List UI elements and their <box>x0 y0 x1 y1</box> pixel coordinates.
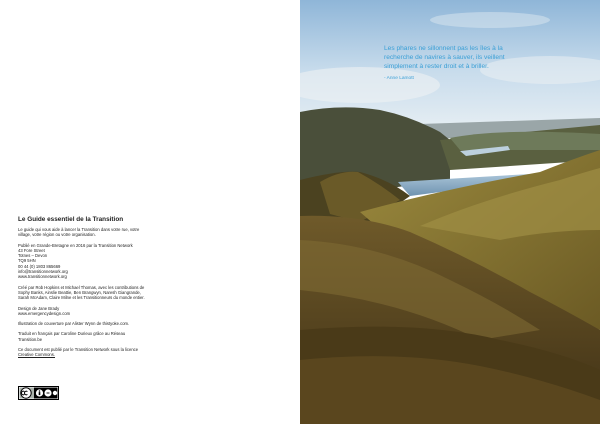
colophon <box>18 216 186 363</box>
credits-line: Créé par Rob Hopkins et Michael Thomas, avec les contributions de <box>18 284 145 290</box>
design-website-line: www.emergencydesign.com <box>18 310 71 316</box>
credits-paragraph <box>18 285 186 301</box>
address-line: Totnes – Devon <box>18 253 48 259</box>
credits-line: Sophy Banks, Ainslie Beattie, Ben Brangwyn, Naresh Giangrande, <box>18 289 141 295</box>
illustration-paragraph <box>18 321 186 326</box>
address-line: 43 Fore Street <box>18 247 45 253</box>
design-paragraph <box>18 306 186 317</box>
translation-paragraph <box>18 331 186 342</box>
illustration-line: Illustration de couverture par Alister Wynn de thistyoke.com. <box>18 321 130 327</box>
credits-line: Sarah McAdam, Claire Milne et les Transitionneurs du monde entier. <box>18 295 145 301</box>
website-line: www.transitionnetwork.org <box>18 274 67 280</box>
intro-line: Le guide qui vous aide à lancer la Transition dans votre rue, votre <box>18 227 140 232</box>
quote-attribution: - Anne Lamott <box>384 76 414 81</box>
right-page <box>300 0 600 424</box>
published-line: Publié en Grande-Bretagne en 2016 par la Transition Network <box>18 242 133 248</box>
creative-commons-badge-icon[interactable] <box>18 386 59 400</box>
quote-text: Les phares ne sillonnent pas les îles à la recherche de navires à sauver, ils veillent simplement à rester droit et à briller. <box>384 45 505 70</box>
email-line: info@transitionnetwork.org <box>18 269 68 275</box>
postcode-line: TQ9 5HN <box>18 258 36 264</box>
translation-line: Transition.be <box>18 336 43 342</box>
license-line: Ce document est publié par le Transition Network sous la licence <box>18 347 139 353</box>
intro-line: village, votre région ou votre organisation. <box>18 232 96 238</box>
quote-block <box>384 44 524 82</box>
publisher-info <box>18 243 186 280</box>
license-paragraph <box>18 347 186 358</box>
intro-paragraph <box>18 227 186 238</box>
creative-commons-link[interactable]: Creative Commons. <box>18 352 56 358</box>
guide-title: Le Guide essentiel de la Transition <box>18 216 124 223</box>
translation-line: Traduit en français par Caroline Durieux grâce au Réseau <box>18 331 126 337</box>
design-line: Design de Jane Brady <box>18 305 60 311</box>
phone-line: 00 44 (0) 1803 865669 <box>18 263 61 269</box>
